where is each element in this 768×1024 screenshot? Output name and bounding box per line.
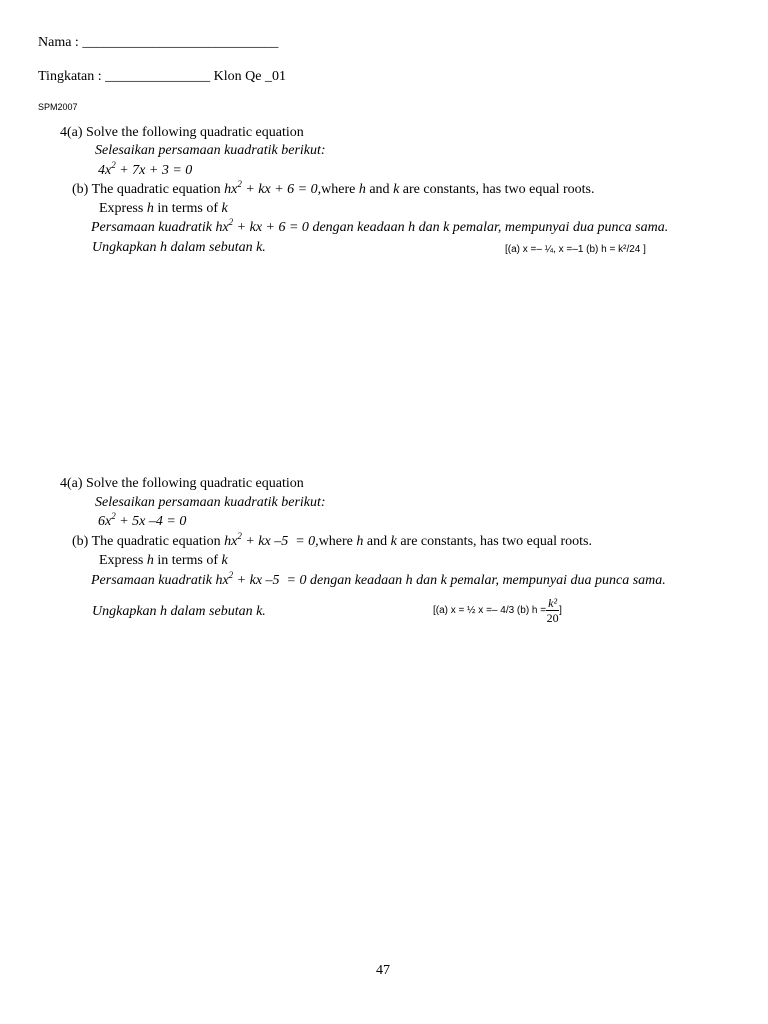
q2-a-malay: Selesaikan persamaan kuadratik berikut: — [95, 495, 326, 510]
q1-malay-b: Persamaan kuadratik $hx^2$ + kx + 6 = 0 dengan keadaan h dan k pemalar, mempunyai dua punca sama. — [91, 217, 669, 235]
q2-express: Express h in terms of k — [99, 553, 228, 568]
page-number: 47 — [376, 963, 390, 978]
q2-a-label: 4(a) Solve the following quadratic equation — [60, 476, 304, 491]
tingkatan-line: Tingkatan : _______________ Klon Qe _01 — [38, 69, 286, 84]
q1-a-malay: Selesaikan persamaan kuadratik berikut: — [95, 143, 326, 158]
source-label: SPM2007 — [38, 102, 78, 112]
q1-answer: [(a) x =– ¼, x =–1 (b) h = k²/24 ] — [505, 244, 646, 255]
answer-fraction: $\frac{\text{k²}}{20}$ — [546, 596, 559, 625]
q2-ungkapkan: Ungkapkan h dalam sebutan k. — [92, 604, 266, 619]
q2-malay-b: Persamaan kuadratik $hx^2$ + kx –5 = 0 dengan keadaan h dan k pemalar, mempunyai dua punca sama. — [91, 570, 666, 588]
q1-equation: $4x^2 + 7x + 3 = 0$ — [98, 160, 193, 178]
q2-answer: [(a) x = ½ x =– 4/3 (b) h = $\frac{\text{k²}}{20}$ ] — [433, 596, 562, 625]
name-line: Nama : ____________________________ — [38, 35, 279, 50]
q2-equation: $6x^2 + 5x$ –4 = 0 — [98, 511, 187, 529]
q2-b-text: (b) The quadratic equation $hx^2$ + kx –5 = 0,where h and k are constants, has two equal roots. — [72, 531, 593, 549]
q1-express: Express h in terms of k — [99, 201, 228, 216]
q1-ungkapkan: Ungkapkan h dalam sebutan k. — [92, 240, 266, 255]
q1-a-label: 4(a) Solve the following quadratic equation — [60, 125, 304, 140]
q1-b-text: (b) The quadratic equation $hx^2$ + kx + 6 = 0,where h and k are constants, has two equal roots. — [72, 179, 595, 197]
